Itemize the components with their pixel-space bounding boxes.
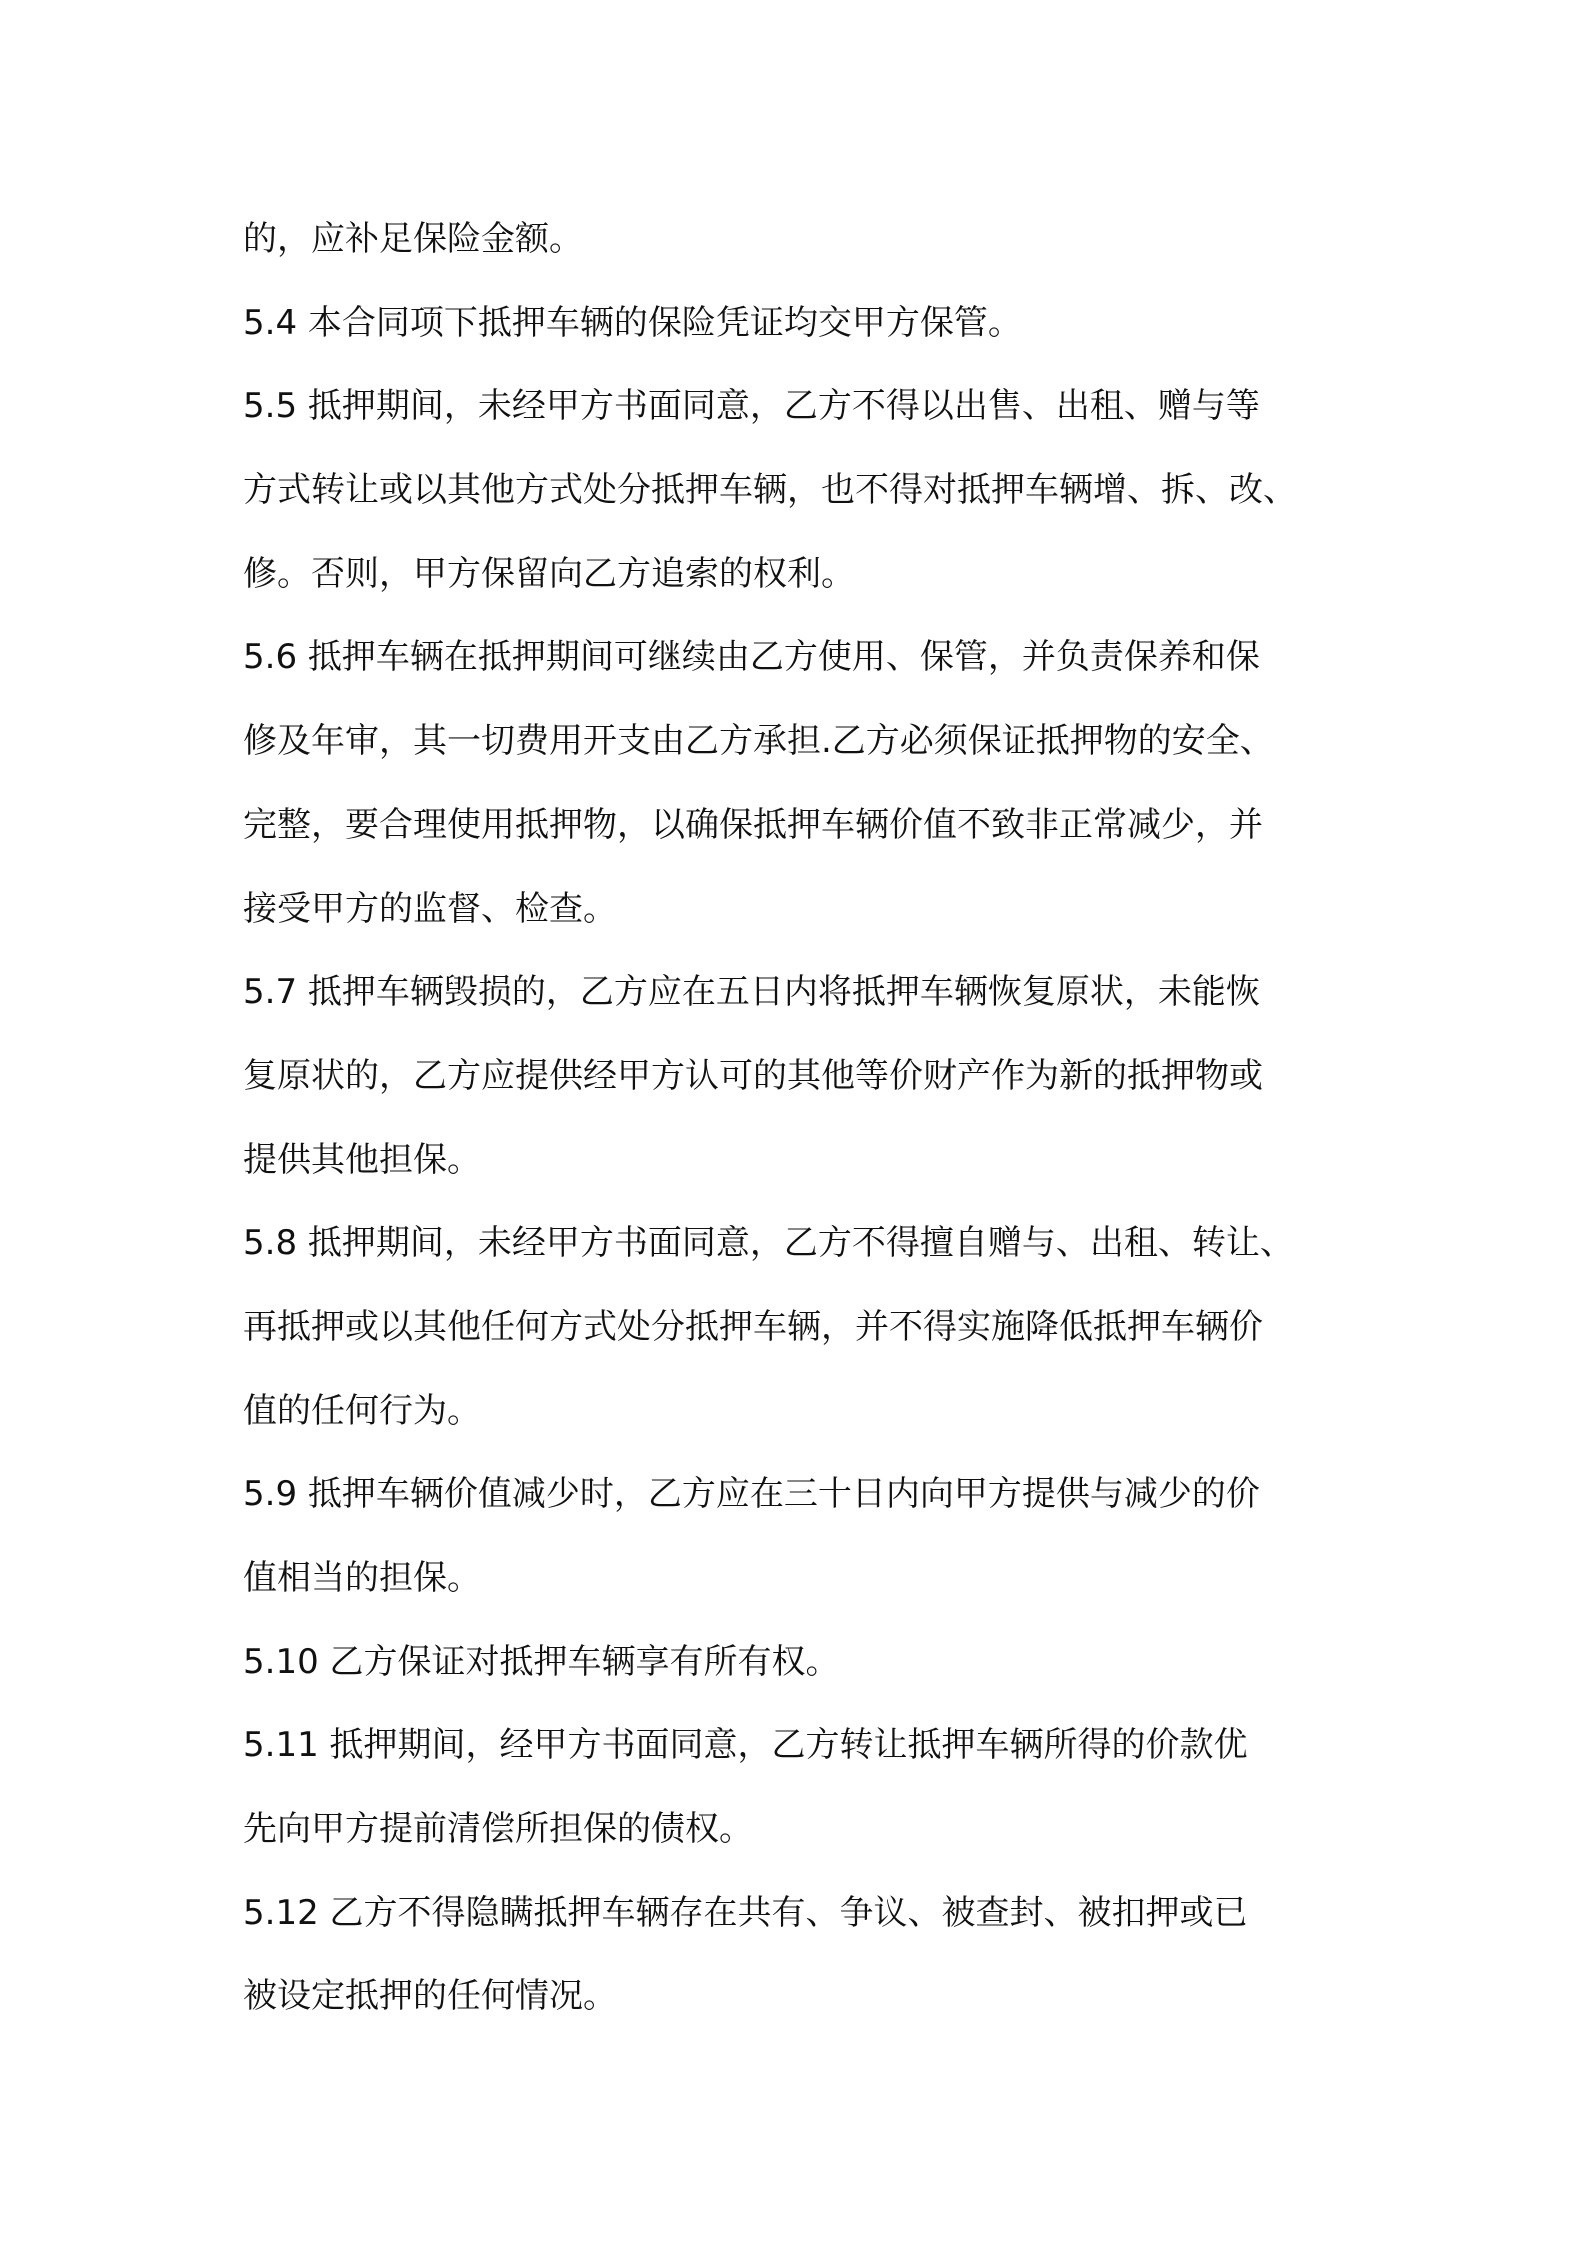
text-line: 5.8 抵押期间，未经甲方书面同意，乙方不得擅自赠与、出租、转让、 [243, 1223, 1294, 1264]
text-line: 方式转让或以其他方式处分抵押车辆，也不得对抵押车辆增、拆、改、 [243, 470, 1297, 511]
text-line: 修。否则，甲方保留向乙方追索的权利。 [243, 553, 855, 594]
text-line: 再抵押或以其他任何方式处分抵押车辆，并不得实施降低抵押车辆价 [243, 1306, 1263, 1347]
text-line: 完整，要合理使用抵押物，以确保抵押车辆价值不致非正常减少，并 [243, 804, 1263, 845]
document-page [243, 198, 1359, 2039]
text-line: 5.11 抵押期间，经甲方书面同意，乙方转让抵押车辆所得的价款优 [243, 1725, 1248, 1766]
text-line: 修及年审，其一切费用开支由乙方承担.乙方必须保证抵押物的安全、 [243, 721, 1274, 762]
text-line: 提供其他担保。 [243, 1139, 481, 1180]
text-line: 5.7 抵押车辆毁损的，乙方应在五日内将抵押车辆恢复原状，未能恢 [243, 972, 1260, 1013]
text-line: 值的任何行为。 [243, 1390, 481, 1431]
text-line: 5.5 抵押期间，未经甲方书面同意，乙方不得以出售、出租、赠与等 [243, 386, 1260, 427]
text-line: 5.6 抵押车辆在抵押期间可继续由乙方使用、保管，并负责保养和保 [243, 637, 1260, 678]
text-line: 接受甲方的监督、检查。 [243, 888, 617, 929]
text-line: 5.4 本合同项下抵押车辆的保险凭证均交甲方保管。 [243, 302, 1022, 343]
text-line: 值相当的担保。 [243, 1558, 481, 1598]
text-line: 先向甲方提前清偿所担保的债权。 [243, 1809, 753, 1850]
text-line: 被设定抵押的任何情况。 [243, 1976, 617, 2017]
text-line: 5.12 乙方不得隐瞒抵押车辆存在共有、争议、被查封、被扣押或已 [243, 1892, 1248, 1933]
text-line: 5.10 乙方保证对抵押车辆享有所有权。 [243, 1641, 840, 1682]
text-line: 5.9 抵押车辆价值减少时，乙方应在三十日内向甲方提供与减少的价 [243, 1474, 1260, 1515]
text-line: 的，应补足保险金额。 [243, 219, 583, 259]
text-line: 复原状的，乙方应提供经甲方认可的其他等价财产作为新的抵押物或 [243, 1055, 1263, 1096]
